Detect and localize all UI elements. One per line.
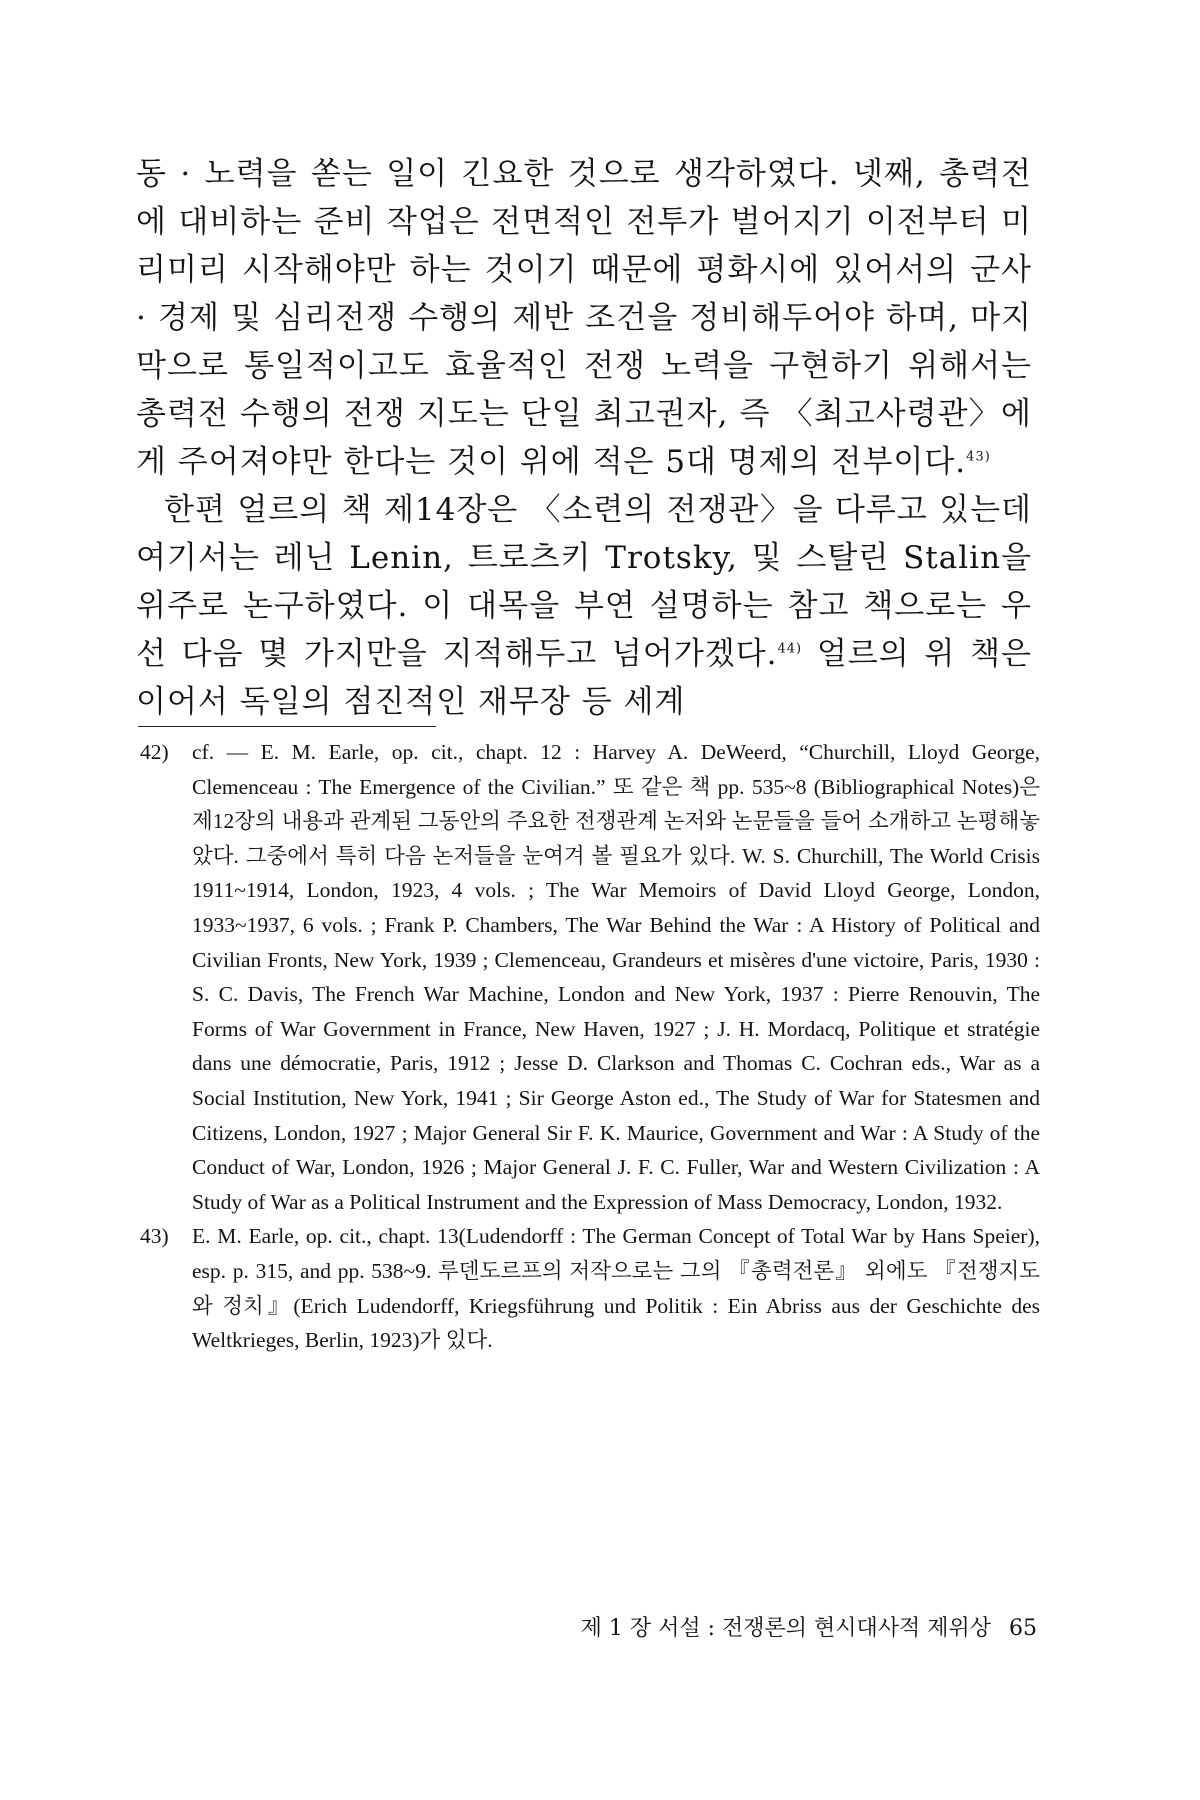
footnote-text: E. M. Earle, op. cit., chapt. 13(Ludendorff : The German Concept of Total War by Hans Speier), esp. p. 315, and pp. 538~9. 루덴도르프의 저작으로는 그의 『총력전론』 외에도 『전쟁지도와 정치』(Erich Ludendorff, Kriegsführung und Politik : Ein Abriss aus der Geschichte des Weltkrieges, Berlin, 1923)가 있다. — [192, 1224, 1040, 1353]
paragraph-1 — [136, 150, 1032, 486]
footnotes — [140, 735, 1040, 1358]
footnote-43 — [140, 1219, 1040, 1357]
footnote-ref-43: 43) — [966, 449, 991, 465]
footnote-text: cf. — E. M. Earle, op. cit., chapt. 12 : Harvey A. DeWeerd, “Churchill, Lloyd George, Clemenceau : The Emergence of the Civilian.” 또 같은 책 pp. 535~8 (Bibliographical Notes)은 제12장의 내용과 관계된 그동안의 주요한 전쟁관계 논저와 논문들을 들어 소개하고 논평해놓았다. 그중에서 특히 다음 논저들을 눈여겨 볼 필요가 있다. W. S. Churchill, The World Crisis 1911~1914, London, 1923, 4 vols. ; The War Memoirs of David Lloyd George, London, 1933~1937, 6 vols. ; Frank P. Chambers, The War Behind the War : A History of Political and Civilian Fronts, New York, 1939 ; Clemenceau, Grandeurs et misères d'une victoire, Paris, 1930 : S. C. Davis, The French War Machine, London and New York, 1937 : Pierre Renouvin, The Forms of War Government in France, New Haven, 1927 ; J. H. Mordacq, Politique et stratégie dans une démocratie, Paris, 1912 ; Jesse D. Clarkson and Thomas C. Cochran eds., War as a Social Institution, New York, 1941 ; Sir George Aston ed., The Study of War for Statesmen and Citizens, London, 1927 ; Major General Sir F. K. Maurice, Government and War : A Study of the Conduct of War, London, 1926 ; Major General J. F. C. Fuller, War and Western Civilization : A Study of War as a Political Instrument and the Expression of Mass Democracy, London, 1932. — [192, 740, 1040, 1214]
main-text — [136, 150, 1032, 726]
footnote-divider — [138, 726, 436, 727]
paragraph-2 — [136, 486, 1032, 726]
footnote-number: 42) — [140, 740, 169, 764]
page-number: 65 — [1009, 1616, 1037, 1641]
paragraph-2-continuation: 얼르의 위 책은 이어서 독일의 점진적인 재무장 등 세계 — [136, 636, 1032, 720]
footnote-ref-44: 44) — [777, 641, 803, 657]
running-footer — [477, 1613, 1037, 1645]
footnote-42 — [140, 735, 1040, 1219]
paragraph-1-text: 동 · 노력을 쏟는 일이 긴요한 것으로 생각하였다. 넷째, 총력전에 대비하는 준비 작업은 전면적인 전투가 벌어지기 이전부터 미리미리 시작해야만 하는 것이기 때문에 평화시에 있어서의 군사 · 경제 및 심리전쟁 수행의 제반 조건을 정비해두어야 하며, 마지막으로 통일적이고도 효율적인 전쟁 노력을 구현하기 위해서는 총력전 수행의 전쟁 지도는 단일 최고권자, 즉 〈최고사령관〉에게 주어져야만 한다는 것이 위에 적은 5대 명제의 전부이다. — [136, 156, 1032, 480]
footnote-number: 43) — [140, 1224, 169, 1249]
chapter-title: 제 1 장 서설 : 전쟁론의 현시대사적 제위상 — [580, 1616, 991, 1641]
paragraph-2-text: 한편 얼르의 책 제14장은 〈소련의 전쟁관〉을 다루고 있는데 여기서는 레닌 Lenin, 트로츠키 Trotsky, 및 스탈린 Stalin을 위주로 논구하였다. 이 대목을 부연 설명하는 참고 책으로는 우선 다음 몇 가지만을 지적해두고 넘어가겠다. — [136, 492, 1032, 672]
